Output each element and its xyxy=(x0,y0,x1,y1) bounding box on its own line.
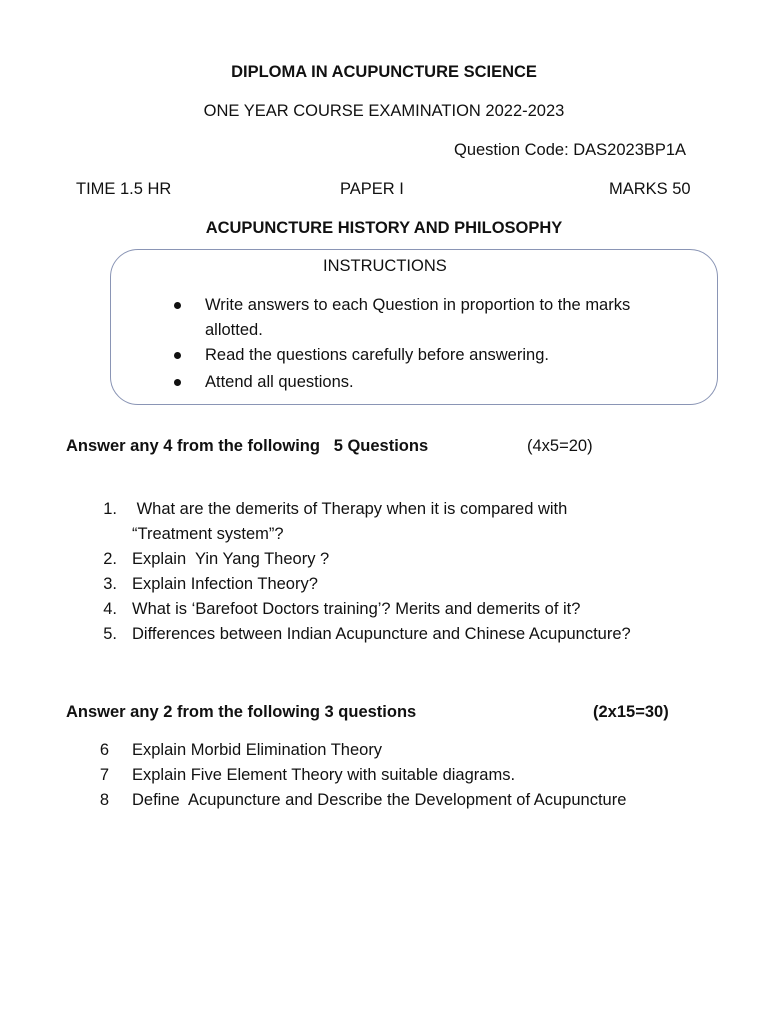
paper-label: PAPER I xyxy=(340,180,404,198)
section-a-marks: (4x5=20) xyxy=(527,437,593,455)
instruction-text: Read the questions carefully before answering. xyxy=(205,346,549,364)
question-number: 2. xyxy=(103,550,117,568)
question-number: 8 xyxy=(99,791,109,809)
section-a-heading: Answer any 4 from the following 5 Questions xyxy=(66,437,429,455)
instructions-heading: INSTRUCTIONS xyxy=(323,257,447,275)
subject-title: ACUPUNCTURE HISTORY AND PHILOSOPHY xyxy=(205,219,563,237)
section-b-heading: Answer any 2 from the following 3 questions xyxy=(66,703,417,721)
exam-title: ONE YEAR COURSE EXAMINATION 2022-2023 xyxy=(203,102,565,120)
question-text: What are the demerits of Therapy when it is compared with xyxy=(132,500,568,518)
instruction-text: Write answers to each Question in proportion to the marks xyxy=(205,296,631,314)
bullet-icon xyxy=(174,379,181,386)
question-text: Explain Yin Yang Theory ? xyxy=(132,550,330,568)
question-number: 6 xyxy=(99,741,109,759)
question-number: 1. xyxy=(103,500,117,518)
question-text: Explain Infection Theory? xyxy=(132,575,318,593)
question-number: 3. xyxy=(103,575,117,593)
bullet-icon xyxy=(174,352,181,359)
time-label: TIME 1.5 HR xyxy=(76,180,172,198)
instruction-text-cont: allotted. xyxy=(205,321,263,339)
question-number: 4. xyxy=(103,600,117,618)
question-text: Explain Five Element Theory with suitable diagrams. xyxy=(132,766,516,784)
question-number: 7 xyxy=(99,766,109,784)
question-text: Define Acupuncture and Describe the Development of Acupuncture xyxy=(132,791,627,809)
instruction-text: Attend all questions. xyxy=(205,373,354,391)
diploma-title: DIPLOMA IN ACUPUNCTURE SCIENCE xyxy=(231,63,537,81)
marks-label: MARKS 50 xyxy=(609,180,691,198)
section-b-marks: (2x15=30) xyxy=(593,703,669,721)
bullet-icon xyxy=(174,302,181,309)
question-number: 5. xyxy=(103,625,117,643)
question-text-cont: “Treatment system”? xyxy=(132,525,284,543)
question-text: What is ‘Barefoot Doctors training’? Merits and demerits of it? xyxy=(132,600,581,618)
question-text: Explain Morbid Elimination Theory xyxy=(132,741,383,759)
question-code: Question Code: DAS2023BP1A xyxy=(454,141,687,159)
question-text: Differences between Indian Acupuncture and Chinese Acupuncture? xyxy=(132,625,631,643)
